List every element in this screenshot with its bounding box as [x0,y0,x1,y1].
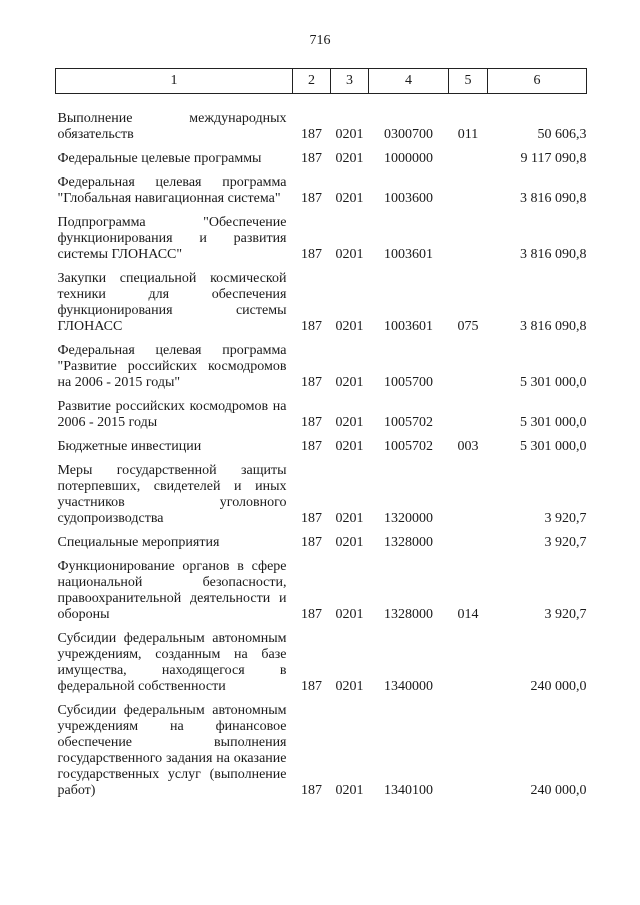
row-code-2: 187 [301,607,322,622]
row-amount: 3 816 090,8 [520,191,587,206]
row-code-3: 0201 [335,783,364,798]
row-code-5: 014 [457,607,479,622]
row-code-3: 0201 [335,607,364,622]
row-code-2: 187 [301,439,322,454]
table-row [56,559,587,631]
row-name: Подпрограмма "Обеспечение функционирования и развития системы ГЛОНАСС" [57,215,287,262]
row-code-3: 0201 [335,415,364,430]
row-code-2: 187 [301,511,322,526]
row-code-5 [449,175,488,215]
table-row [56,215,587,271]
table-row [56,151,587,175]
row-code-4: 1320000 [384,511,433,526]
row-code-3: 0201 [335,247,364,262]
row-name: Субсидии федеральным автономным учреждениям, созданным на базе имущества, находящегося в федеральной собственности [57,631,287,694]
page-number: 716 [309,33,331,48]
table-row [56,535,587,559]
row-code-2: 187 [301,783,322,798]
table-body [56,111,587,807]
row-code-2: 187 [301,127,322,142]
column-header-6: 6 [488,69,587,94]
row-code-5 [449,703,488,807]
row-code-2: 187 [301,415,322,430]
table-row [56,631,587,703]
row-code-5 [449,631,488,703]
table-row [56,463,587,535]
table-row [56,343,587,399]
row-code-3: 0201 [335,679,364,694]
column-header-2: 2 [293,69,331,94]
row-name: Функционирование органов в сфере национальной безопасности, правоохранительной деятельности и обороны [57,559,287,622]
table-row [56,399,587,439]
row-name: Федеральные целевые программы [57,151,262,166]
column-header-1: 1 [56,69,293,94]
row-code-3: 0201 [335,127,364,142]
row-amount: 5 301 000,0 [520,415,587,430]
row-amount: 3 920,7 [544,535,587,550]
table-row [56,439,587,463]
row-amount: 5 301 000,0 [520,375,587,390]
row-code-5 [449,215,488,271]
budget-table [55,68,587,807]
row-code-4: 1003600 [384,191,433,206]
table-row [56,703,587,807]
row-code-2: 187 [301,535,322,550]
row-amount: 50 606,3 [537,127,587,142]
row-code-5 [449,343,488,399]
row-amount: 9 117 090,8 [520,151,587,166]
row-code-3: 0201 [335,511,364,526]
table-header-row [56,69,587,94]
row-code-5 [449,151,488,175]
row-name: Выполнение международных обязательств [57,111,287,142]
row-code-2: 187 [301,247,322,262]
row-code-5 [449,535,488,559]
row-amount: 3 816 090,8 [520,247,587,262]
column-header-3: 3 [331,69,369,94]
row-name: Субсидии федеральным автономным учреждениям на финансовое обеспечение выполнения государственного задания на оказание государственных услуг (выполнение работ) [57,703,287,798]
row-name: Меры государственной защиты потерпевших, свидетелей и иных участников уголовного судопроизводства [57,463,287,526]
row-code-3: 0201 [335,439,364,454]
row-code-4: 1340100 [384,783,433,798]
row-code-2: 187 [301,375,322,390]
table-row [56,271,587,343]
row-code-4: 1005702 [384,415,433,430]
row-amount: 240 000,0 [530,679,587,694]
row-name: Специальные мероприятия [57,535,220,550]
row-code-4: 1000000 [384,151,433,166]
row-name: Бюджетные инвестиции [57,439,202,454]
row-code-2: 187 [301,319,322,334]
row-code-5: 011 [457,127,479,142]
row-code-4: 1003601 [384,319,433,334]
table-row [56,175,587,215]
row-code-4: 1328000 [384,607,433,622]
row-name: Федеральная целевая программа "Развитие российских космодромов на 2006 - 2015 годы" [57,343,287,390]
table-row [56,111,587,151]
row-name: Развитие российских космодромов на 2006 - 2015 годы [57,399,287,430]
row-code-4: 1005700 [384,375,433,390]
row-amount: 3 816 090,8 [520,319,587,334]
row-code-4: 1003601 [384,247,433,262]
row-code-4: 1340000 [384,679,433,694]
row-code-5 [449,463,488,535]
row-code-3: 0201 [335,375,364,390]
row-code-4: 1005702 [384,439,433,454]
row-amount: 5 301 000,0 [520,439,587,454]
row-amount: 3 920,7 [544,607,587,622]
row-code-3: 0201 [335,535,364,550]
row-amount: 240 000,0 [530,783,587,798]
row-code-3: 0201 [335,319,364,334]
row-code-5: 003 [457,439,479,454]
row-code-2: 187 [301,191,322,206]
column-header-4: 4 [369,69,449,94]
row-code-5 [449,399,488,439]
row-code-4: 1328000 [384,535,433,550]
row-amount: 3 920,7 [544,511,587,526]
row-code-4: 0300700 [384,127,433,142]
row-code-2: 187 [301,679,322,694]
row-name: Закупки специальной космической техники для обеспечения функционирования системы ГЛОНАСС [57,271,287,334]
row-code-3: 0201 [335,151,364,166]
row-code-3: 0201 [335,191,364,206]
row-code-2: 187 [301,151,322,166]
column-header-5: 5 [449,69,488,94]
row-name: Федеральная целевая программа "Глобальная навигационная система" [57,175,287,206]
row-code-5: 075 [457,319,479,334]
